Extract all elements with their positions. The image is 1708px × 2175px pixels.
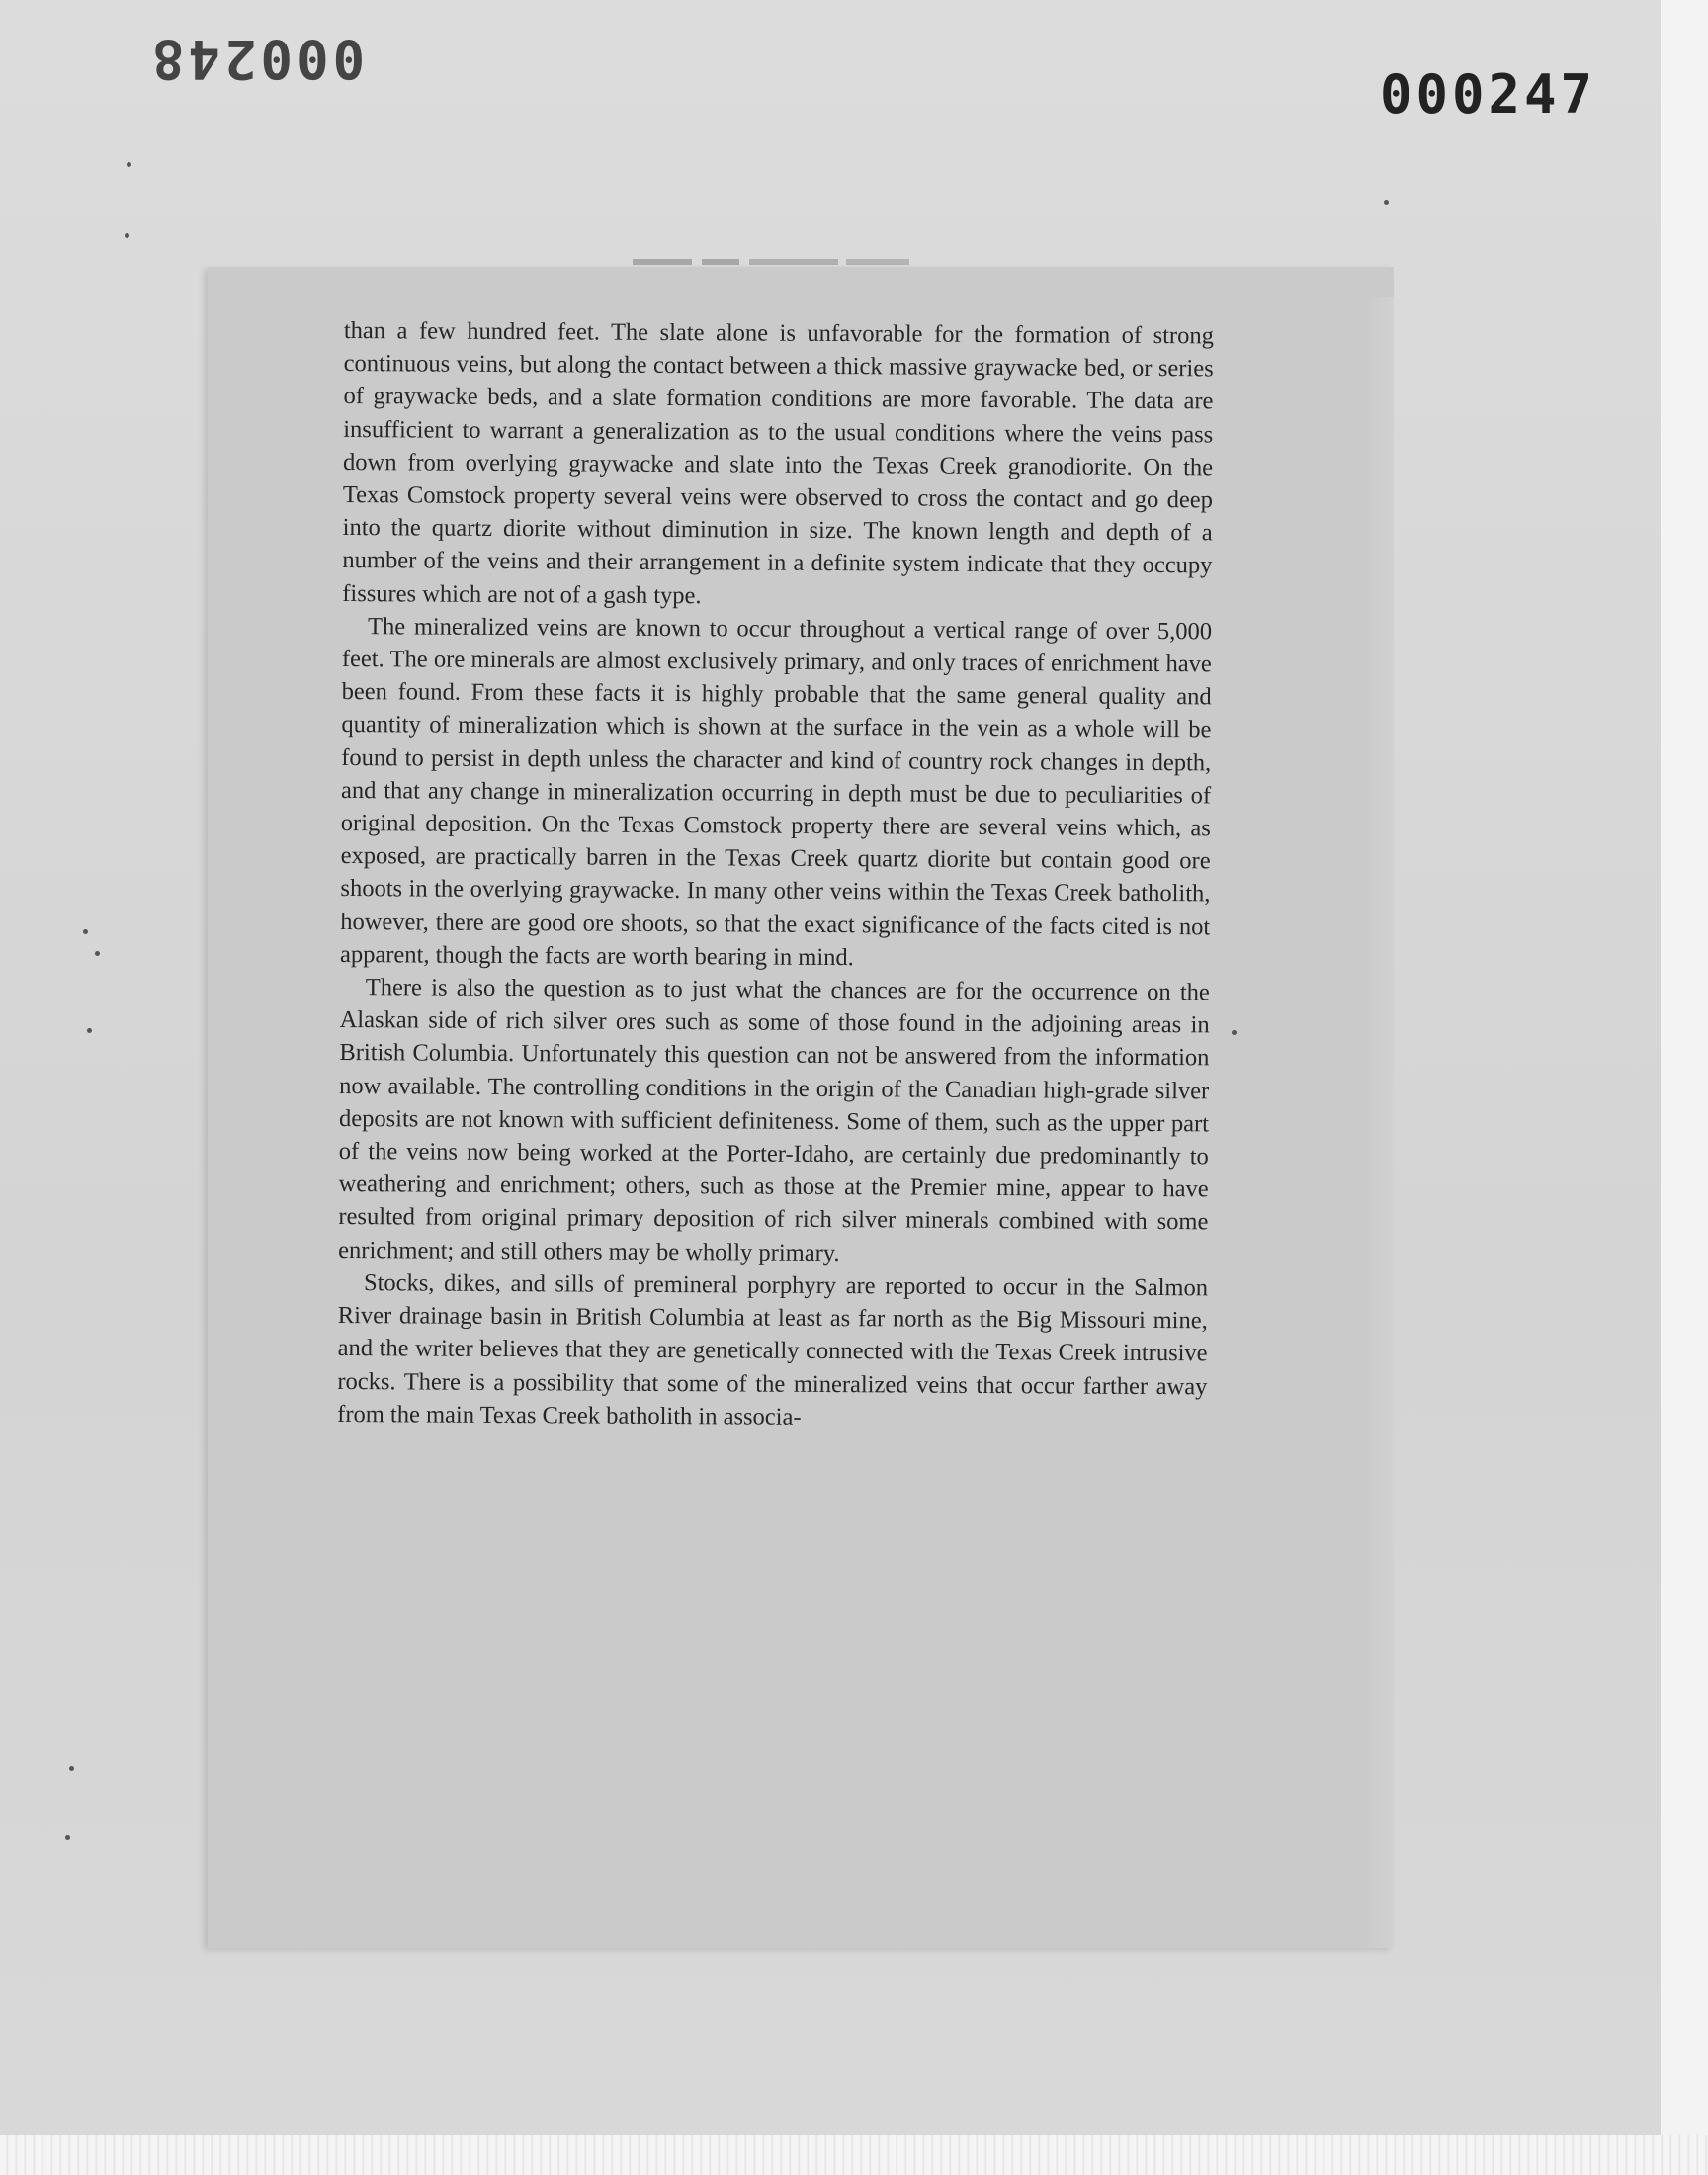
scan-speck — [65, 1835, 70, 1840]
scan-right-margin — [1661, 0, 1708, 2175]
scan-speck — [69, 1766, 74, 1771]
scan-speck — [127, 162, 131, 167]
document-page-edge — [1364, 297, 1394, 1948]
body-text — [337, 314, 1214, 1436]
paragraph-3: There is also the question as to just what the chances are for the occurrence on the Alaskan side of rich silver ores such as some of those found in the adjoining areas in British Columbia. Unfortunately this question can not be answered from the information now available. The controlling conditions in the origin of the Canadian high-grade silver deposits are not known with sufficient definiteness. Some of them, such as the upper part of the veins now being worked at the Porter-Idaho, are certainly due predominantly to weathering and enrichment; others, such as those at the Premier mine, appear to have resulted from original primary deposition of rich silver minerals combined with some enrichment; and still others may be wholly primary. — [338, 974, 1210, 1266]
paragraph-1: than a few hundred feet. The slate alone is unfavorable for the formation of strong continuous veins, but along the contact between a thick massive graywacke bed, or series of graywacke beds, and a slate formation conditions are more favorable. The data are insufficient to warrant a generalization as to the usual conditions where the veins pass down from overlying graywacke and slate into the Texas Creek granodiorite. On the Texas Comstock property several veins were observed to cross the contact and go deep into the quartz diorite without diminution in size. The known length and depth of a number of the veins and their arrangement in a definite system indicate that they occupy fissures which are not of a gash type. — [342, 316, 1214, 609]
paragraph-2: The mineralized veins are known to occur throughout a vertical range of over 5,000 feet. The ore minerals are almost exclusively primary, and only traces of enrichment have been found. From these facts it is highly probable that the same general quality and quantity of mineralization which is shown at the surface in the vein as a whole will be found to persist in depth unless the character and kind of country rock changes in depth, and that any change in mineralization occurring in depth must be due to peculiarities of original deposition. On the Texas Comstock property there are several veins which, as exposed, are practically barren in the Texas Creek quartz diorite but contain good ore shoots in the overlying graywacke. In many other veins within the Texas Creek batholith, however, there are good ore shoots, so that the exact significance of the facts cited is not apparent, though the facts are worth bearing in mind. — [339, 612, 1213, 972]
scan-bottom-edge — [0, 2135, 1708, 2175]
scan-speck — [95, 951, 100, 956]
archive-stamp-page-number: 000247 — [1380, 63, 1597, 126]
scan-speck — [87, 1028, 92, 1033]
scan-speck — [1232, 1030, 1237, 1035]
archive-stamp-mirrored: 000248 — [148, 28, 366, 90]
scan-speck — [83, 929, 88, 934]
scan-speck — [125, 233, 129, 238]
paragraph-4: Stocks, dikes, and sills of premineral porphyry are reported to occur in the Salmon River drainage basin in British Columbia at least as far north as the Big Missouri mine, and the writer believes that they are genetically connected with the Texas Creek intrusive rocks. There is a possibility that some of the mineralized veins that occur farther away from the main Texas Creek batholith in associa- — [337, 1269, 1209, 1431]
scan-speck — [1384, 200, 1389, 205]
